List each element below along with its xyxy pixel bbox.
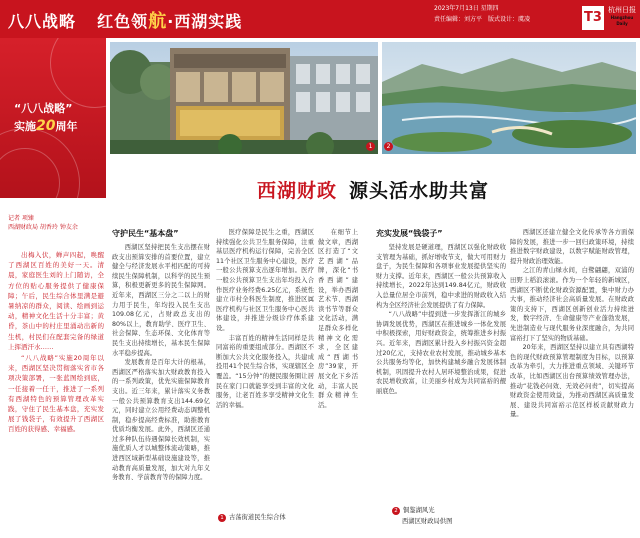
slogan-line2 — [14, 118, 77, 134]
title-glyph: 航 — [148, 11, 168, 32]
byline — [8, 214, 104, 232]
article-column-3 — [318, 228, 358, 410]
article-paragraph: 西湖区还建立健全文化传承等各方面保障的发展，推进一步一回归政策环境，持续推进数字财政建设，以数字赋能财政管理，提升财政治理效能。 — [510, 229, 634, 265]
photo-tongjian-lake — [382, 42, 636, 154]
photo-illustration — [110, 42, 378, 154]
caption-number: 1 — [218, 514, 226, 522]
section-heading: 充实发展“钱袋子” — [376, 229, 443, 238]
article-column-2 — [216, 228, 314, 410]
article-paragraph: “八八战略”中提到进一步发挥浙江的城乡协调发展优势，西湖区在推进城乡一体化发展中积极探索，用好财政资金，统筹推进乡村振兴。近年来，西湖区累计投入乡村振兴资金超过20亿元，支持农业农村发展，推动城乡基本公共服务均等化，加快构建城乡融合发展体制机制，巩固提升农村人居环境整治成果，促进农民增收致富，让美丽乡村成为共同富裕的靓丽底色。 — [376, 311, 506, 395]
article-paragraph: 医疗保障是民生之重，西湖区持续强化公共卫生服务保障，注重基层医疗机构运行保障，完善全区11个社区卫生服务中心建设，医疗一般公共预算支出逐年增加。医疗一般公共预算卫生支出年均投入合作医疗业务经费6.25亿元，系统性建立市村全科医生制度，推进区属医疗机构与社区卫生服务中心医共体建设，并推进分级诊疗体系建设。 — [216, 229, 314, 332]
byline-correspondents: 西湖财政局 胡香玲 钟友余 — [8, 224, 78, 231]
headline — [110, 176, 636, 203]
lead-paragraph: 出梅入伏，蝉声四起，唤醒了西湖区百姓的美好一天。清晨，家庭医生刘的上门随访，全方位的贴心服务提供了健康保障；午后，民生综合体里满是避暑纳凉的群众，阅读、绘画到运动，精神文化生活十分丰富；黄昏，茶山中的村庄里涌动出新的生机，村民们在配套完备的绿道上挥洒汗水…… — [8, 251, 104, 351]
article-paragraph: 丰富百姓的精神生活同样是共同富裕的重要组成部分。西湖区不断加大公共文化服务投入，共建成投用41个民生综合体，实现辖区全覆盖。“15分钟”的便民服务圈让居民在家门口就能享受到丰富的文化服务，让老百姓多享受精神文化生活的幸福。 — [216, 334, 314, 409]
caption-number: 2 — [392, 507, 400, 515]
photo-caption-2 — [392, 505, 434, 515]
article-column-5 — [510, 228, 634, 420]
section-heading: 守护民生“基本盘” — [112, 229, 179, 238]
brand-sub: Hangzhou Daily — [610, 15, 634, 26]
anniversary-panel — [0, 38, 106, 198]
article-paragraph: 西湖区坚持把民生支出摆在财政支出预算安排的首要位置，建立健全与经济发展水平相匹配的可持续民生保障机制，以科学的民生预算，积极更新更多的民生保障网。近年来，西湖区三分之二以上的财力用于民生，年均投入民生支出109.08亿元，占财政总支出的80%以上，教育助学、医疗卫生、社会保障、生态环保、文化体育等民生支出持续增长，基本民生保障水平稳步提高。 — [112, 244, 210, 357]
title-part3: ·西湖实践 — [167, 12, 243, 31]
slogan-number: 20 — [36, 118, 56, 134]
lead-paragraph: “八八战略”实施20周年以来，西湖区坚决贯彻落实省市各项决策部署，一张蓝图绘到底，一任接着一任干，推进了一系列有西湖特色的预算管理改革实践，守住了民生基本盘，充实发展了钱袋子，有效提升了西湖区百姓的获得感、幸福感。 — [8, 354, 104, 434]
slogan-line1: “八八战略” — [14, 102, 73, 115]
issue-date: 2023年7月13日 星期四 — [434, 5, 499, 12]
caption-text: 铜鉴湖风光 — [403, 507, 435, 514]
page-header — [0, 0, 640, 38]
lead-paragraphs — [8, 250, 104, 435]
decor-ring — [50, 38, 106, 108]
left-column — [0, 38, 106, 538]
caption-text: 古荡街道民生综合体 — [229, 514, 286, 521]
title-part1: 八八战略 — [8, 12, 77, 31]
article-paragraph: 在细节上做文章，西湖区打造了“文艺西湖”品牌，深化“书香西湖”建设，举办西湖艺术节、西湖读书节等群众文化活动，满足群众多样化精神文化需求，全区建成“西湖书房”39家，开展文化下乡活动，丰富人民群众精神生活。 — [318, 229, 358, 409]
page-number-badge: T3 — [582, 6, 604, 30]
byline-reporter: 记者 项臻 — [8, 215, 34, 222]
slogan-suffix: 周年 — [55, 120, 78, 133]
photo-number-badge: 1 — [366, 142, 375, 151]
photo-number-badge: 2 — [384, 142, 393, 151]
photo-caption-1 — [218, 512, 286, 522]
headline-part2: 源头活水助共富 — [349, 180, 490, 202]
issue-editors: 责任编辑：刘方平 版式设计：虞凌 — [434, 16, 531, 23]
newspaper-brand — [606, 5, 638, 31]
title-part2: 红色领 — [97, 12, 149, 31]
article-paragraph: 20年来，西湖区坚持以建立具有西湖特色的现代财政预算管理制度为目标，以预算改革为牵引，大力推进重点领域、关键环节改革，比如西湖区出台预算绩效管理办法，推动“花钱必问效、无效必问责”，切实提高财政资金使用效益，为推动西湖区高质量发展、建设共同富裕示范区样板贡献财政力量。 — [510, 344, 634, 419]
section-title — [8, 7, 242, 33]
article-paragraph: 坚持发展是硬道理，西湖区以强化财政收支管理为基础，抓好增收节支，做大可用财力盘子，为民生保障和各项事业发展提供坚实的财力支撑。近年来，西湖区一般公共预算收入持续增长，2022年达到149.84亿元，财政收入总量位居全市前列，稳中求进的财政收入结构为全区经济社会发展提供了有力保障。 — [376, 244, 506, 309]
photo-illustration — [382, 42, 636, 154]
article-column-1 — [112, 228, 210, 483]
slogan-prefix: 实施 — [14, 120, 36, 133]
article-column-4 — [376, 228, 506, 397]
article-paragraph: 发展教育是百年大计的根基，西湖区严格落实加大财政教育投入的一系列政策，优先实施保障教育支出。近三年来，累计落实义务教一般公共预算教育支出144.69亿元，同时建立公用经费动态调整机制，稳步提高经费标准，助推教育优质均衡发展。此外，西湖区还通过多种队伍待遇保障长效机制，实施优质人才以城整体流动策略，推进西区域新型基础设施建设等，推动教育高质量发展，加大对九年义务教育、学前教育等的保障力度。 — [112, 359, 210, 482]
photo-credit: 西湖区财政局供图 — [402, 518, 453, 525]
article-paragraph: 之江的青山绿水间，白鹭翩翩，双浦的田野上稻浪滚滚。作为一个年轻的新城区，西湖区不断优化财政资源配置，集中财力办大事，推动经济社会高质量发展。在财政政策的支持下，西湖区创新创业活力持续迸发，数字经济、生命健康等产业蓬勃发展，先进制造业与现代服务业深度融合，为共同富裕打下了坚实的物质基础。 — [510, 267, 634, 342]
brand-name: 杭州日报 — [608, 6, 636, 14]
issue-meta — [434, 3, 582, 35]
headline-part1: 西湖财政 — [256, 180, 337, 202]
photo-community-complex — [110, 42, 378, 154]
